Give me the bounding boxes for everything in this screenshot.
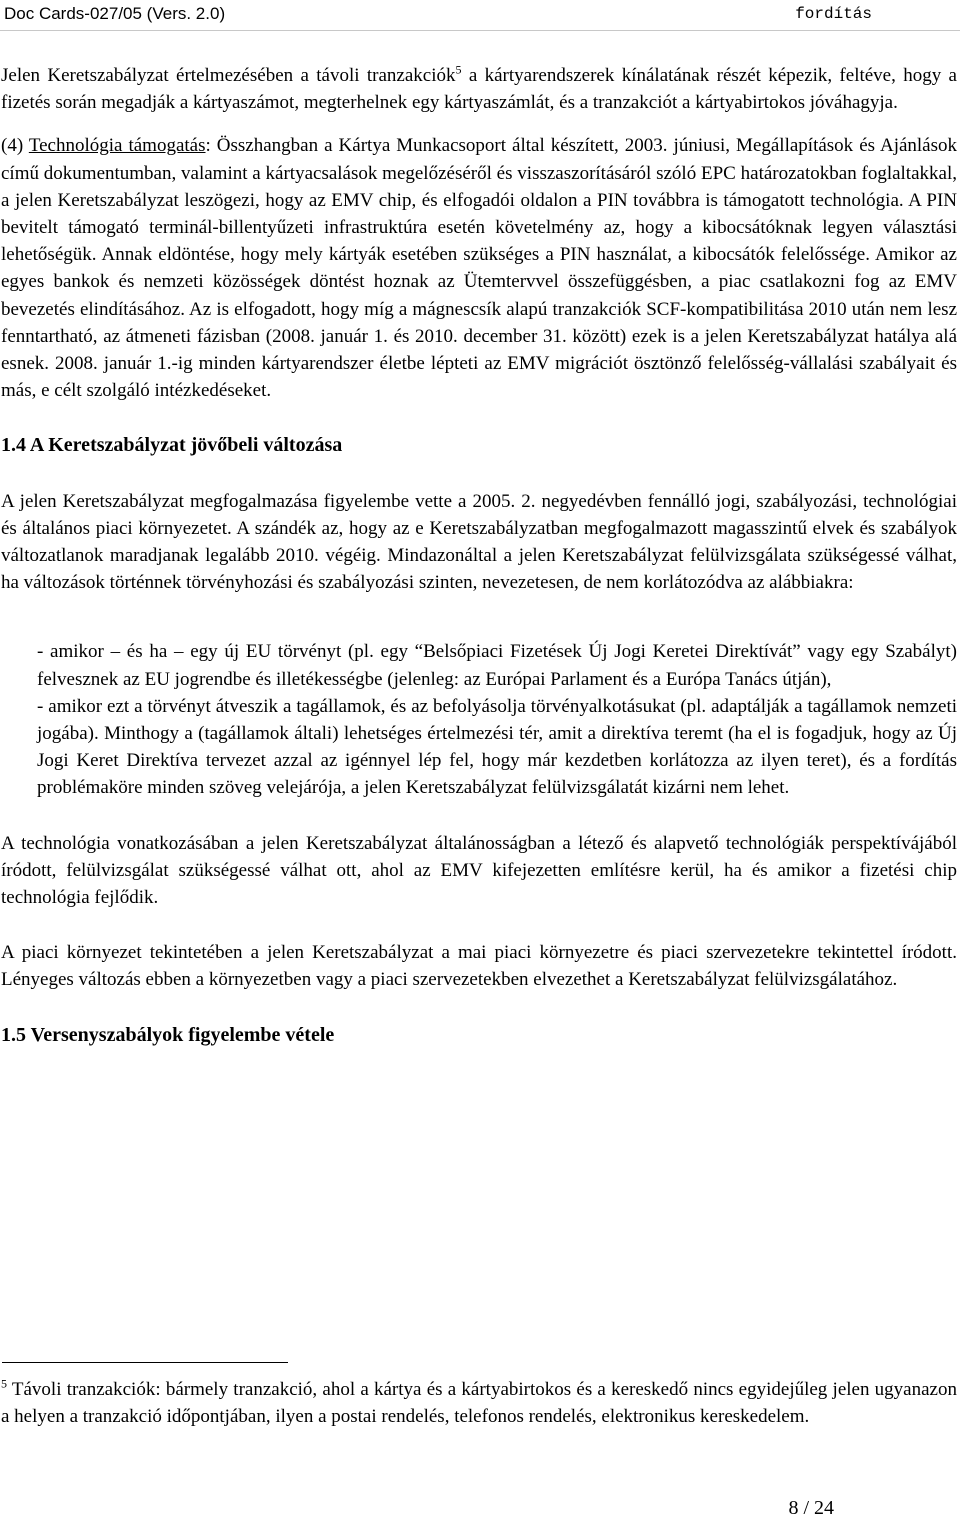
page-header (0, 0, 960, 31)
paragraph-framework-changes: A jelen Keretszabályzat megfogalmazása figyelembe vette a 2005. 2. negyedévben fennálló jogi, szabályozási, technológiai és általános piaci környezetet. A szándék az, hogy az e Keretszabályzatban megfogalmazott magasszintű elvek és szabályok változatlanok maradjanak legalább 2010. végéig. Mindazonáltal a jelen Keretszabályzat felülvizsgálata szükségessé válhat, ha változások történnek törvényhozási és szabályozási szinten, nevezetesen, de nem korlátozódva az alábbiakra: (1, 490, 957, 594)
paragraph-text: : Összhangban a Kártya Munkacsoport által készített, 2003. júniusi, Megállapítások és Ajánlások című dokumentumban, valamint a kártyacsalások megelőzéséről és visszaszorításáról szóló EPC határozatokban foglaltakkal, a jelen Keretszabályzat leszögezi, hogy az EMV chip, és elfogadói oldalon a PIN továbbra is támogatott technológia. A PIN bevitelt támogató terminál-billentyűzeti infrastruktúra esetén követelmény az, hogy a kibocsátóknak legyen választási lehetőségük. Annak eldöntése, hogy mely kártyák esetében szükséges a PIN használat, a kibocsátók felelőssége. Amikor az egyes bankok és nemzeti közösségek döntést hoznak az Ütemtervvel összefüggésben, a piac csatlakozni fog az EMV bevezetés elindításához. Az is elfogadott, hogy míg a mágnescsík alapú tranzakciók SCF-kompatibilitása 2010 után nem lesz fenntartható, az átmeneti fázisban (2008. január 1. és 2010. december 31. között) ezek is a jelen Keretszabályzat hatálya alá esnek. 2008. január 1.-ig minden kártyarendszer életbe lépteti az EMV migrációt ösztönző felelősség-vállalási szabályait és más, e célt szolgáló intézkedéseket. (1, 135, 958, 402)
paragraph-technology: A technológia vonatkozásában a jelen Keretszabályzat általánosságban a létező és alapvető technológiák perspektívájából íródott, felülvizsgálat szükségessé válhat ott, ahol az EMV kifejezetten említésre kerül, ha és amikor a fizetési chip technológia fejlődik. (1, 832, 957, 909)
paragraph-text: (4) (1, 135, 29, 157)
footnote (1, 1376, 957, 1430)
document-label: fordítás (795, 5, 872, 23)
underlined-term: Technológia támogatás (28, 135, 206, 157)
paragraph-text: Jelen Keretszabályzat értelmezésében a távoli tranzakciók (1, 65, 456, 86)
footnote-divider (2, 1362, 288, 1363)
document-title: Doc Cards-027/05 (Vers. 2.0) (4, 4, 226, 23)
section-heading-1-5: 1.5 Versenyszabályok figyelembe vétele (1, 1023, 335, 1046)
paragraph-remote-transactions (1, 62, 957, 116)
paragraph-technology-support (1, 132, 957, 404)
section-heading-1-4: 1.4 A Keretszabályzat jövőbeli változása (1, 434, 343, 457)
paragraph-text: a kártyarendszerek kínálatának részét képezik, feltéve, hogy a fizetés során megadják a kártyaszámot, megterhelnek egy kártyaszámlát, és a tranzakciót a kártyabirtokos jóváhagyja. (1, 65, 957, 114)
document-body (1, 62, 957, 1049)
footnote-number: 5 (1, 1376, 7, 1391)
list-item: - amikor – és ha – egy új EU törvényt (pl. egy “Belsőpiaci Fizetések Új Jogi Keretei Direktívát” vagy egy Szabályt) felvesznek az EU jogrendbe és illetékességbe (jelenleg: az Európai Parlament és a Európa Tanács útján), (37, 641, 957, 690)
footnote-reference[interactable]: 5 (455, 62, 462, 77)
footnote-text: Távoli tranzakciók: bármely tranzakció, ahol a kártya és a kártyabirtokos és a kereskedő nincs egyidejűleg jelen ugyanazon a helyen a tranzakció időpontjában, ilyen a postai rendelés, telefonos rendelés, elektronikus kereskedelem. (1, 1379, 957, 1428)
paragraph-market-environment: A piaci környezet tekintetében a jelen Keretszabályzat a mai piaci környezetre és piaci szervezetekre tekintettel íródott. Lényeges változás ebben a környezetben vagy a piaci szervezetekben elvezethet a Keretszabályzat felülvizsgálatához. (1, 942, 957, 991)
page-number: 8 / 24 (788, 1497, 834, 1519)
list-item: - amikor ezt a törvényt átveszik a tagállamok, és az befolyásolja törvényalkotásukat (pl. adaptálják a tagállamok nemzeti jogába). Minthogy a (tagállamok általi) lehetséges értelmezési tér, amit a direktíva teremt (ha el is fogadjuk, hogy az Új Jogi Keret Direktíva tervezet azzal az igénnyel lép fel, hogy már kezdetben korlátozza az ilyen teret), és a fordítás problémaköre minden szöveg velejárója, a jelen Keretszabályzat felülvizsgálatát kizárni nem lehet. (37, 695, 957, 799)
